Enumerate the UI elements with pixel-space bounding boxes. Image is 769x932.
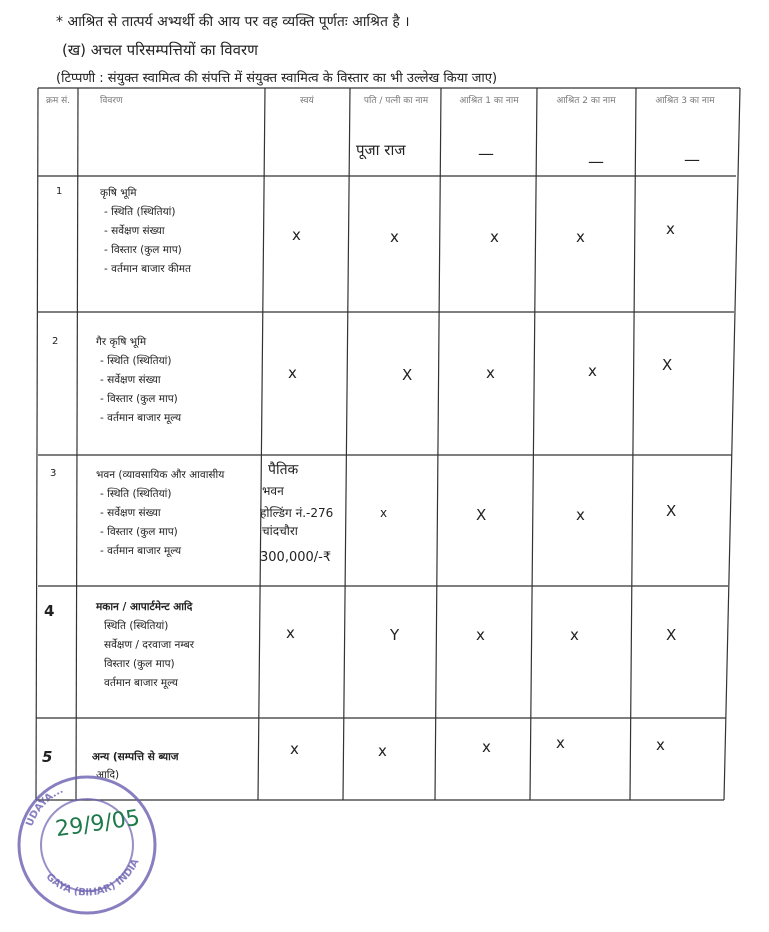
- row-3-self-line: होल्डिंग नं.-276: [260, 506, 334, 520]
- row-1-mark-dep3: x: [666, 220, 675, 238]
- row-5-mark-self: x: [290, 740, 299, 758]
- row-1-item: - वर्तमान बाजार कीमत: [104, 263, 192, 275]
- row-5-mark-dep2: x: [556, 734, 565, 752]
- row-2-title: गैर कृषि भूमि: [96, 336, 147, 348]
- row-3-item: - सर्वेक्षण संख्या: [100, 507, 161, 519]
- row-2-number: 2: [52, 336, 59, 347]
- header-dependent-3: आश्रित 3 का नाम: [655, 96, 715, 106]
- svg-text:UDAYA...: UDAYA...: [24, 784, 66, 829]
- row-3-self-line: भवन: [262, 484, 284, 498]
- spouse-name: पूजा राज: [356, 141, 406, 159]
- row-1-item: - विस्तार (कुल माप): [104, 244, 182, 256]
- row-3-mark-dep2: x: [576, 506, 585, 524]
- row-4-mark-dep3: X: [666, 626, 677, 644]
- row-2-mark-self: x: [288, 364, 297, 382]
- row-4-item: विस्तार (कुल माप): [104, 658, 175, 670]
- row-2-item: - वर्तमान बाजार मूल्य: [100, 412, 182, 424]
- row-3-self-line: 300,000/-₹: [260, 550, 332, 565]
- row-5-title: अन्य (सम्पत्ति से ब्याज: [92, 751, 179, 763]
- header-spouse: पति / पत्नी का नाम: [363, 96, 429, 106]
- row-1-mark-dep2: x: [576, 228, 585, 246]
- row-2-item: - स्थिति (स्थितियां): [100, 355, 172, 367]
- header-self: स्वयं: [300, 96, 314, 106]
- row-3-item: - विस्तार (कुल माप): [100, 526, 178, 538]
- row-5-mark-spouse: x: [378, 742, 387, 760]
- row-1-item: - स्थिति (स्थितियां): [104, 206, 176, 218]
- dependent-1-dash: —: [478, 144, 494, 163]
- dependent-2-dash: —: [588, 152, 604, 171]
- row-3-mark-dep3: X: [666, 502, 677, 520]
- row-4-item: वर्तमान बाजार मूल्य: [104, 677, 179, 689]
- row-5-number: 5: [42, 748, 53, 766]
- row-4-mark-self: x: [286, 624, 295, 642]
- row-5-mark-dep1: x: [482, 738, 491, 756]
- row-1-number: 1: [56, 186, 63, 197]
- section-title: (ख) अचल परिसम्पत्तियों का विवरण: [62, 41, 258, 59]
- row-1-mark-self: x: [292, 226, 301, 244]
- row-3-self-line: चांदचौरा: [262, 524, 298, 538]
- dependent-3-dash: —: [684, 150, 700, 169]
- header-description: विवरण: [100, 96, 123, 106]
- header-serial: क्रम सं.: [45, 96, 71, 106]
- header-dependent-1: आश्रित 1 का नाम: [459, 96, 519, 106]
- header-dependent-2: आश्रित 2 का नाम: [556, 96, 616, 106]
- row-5-item: आदि): [96, 769, 120, 781]
- row-4-title: मकान / आपार्टमेन्ट आदि: [96, 601, 193, 613]
- row-2-item: - सर्वेक्षण संख्या: [100, 374, 161, 386]
- row-4-mark-dep2: x: [570, 626, 579, 644]
- svg-text:GAYA (BIHAR) INDIA: GAYA (BIHAR) INDIA: [43, 857, 142, 899]
- row-4-mark-dep1: x: [476, 626, 485, 644]
- row-1-title: कृषि भूमि: [100, 187, 137, 199]
- row-4-item: स्थिति (स्थितियां): [104, 620, 169, 632]
- row-4-item: सर्वेक्षण / दरवाजा नम्बर: [104, 639, 195, 651]
- row-5-mark-dep3: x: [656, 736, 665, 754]
- row-2-mark-dep1: x: [486, 364, 495, 382]
- row-1-mark-spouse: x: [390, 228, 399, 246]
- row-3-item: - स्थिति (स्थितियां): [100, 488, 172, 500]
- row-3-mark-dep1: X: [476, 506, 487, 524]
- row-3-number: 3: [50, 468, 57, 479]
- row-3-title: भवन (व्यावसायिक और आवासीय: [96, 469, 225, 481]
- row-2-mark-dep3: X: [662, 356, 673, 374]
- svg-text:29/9/05: 29/9/05: [53, 805, 142, 843]
- note-dependent: * आश्रित से तात्पर्य अभ्यर्थी की आय पर वह व्यक्ति पूर्णतः आश्रित है ।: [56, 14, 410, 30]
- row-3-mark-spouse: x: [380, 506, 388, 520]
- row-4-mark-spouse: Y: [390, 626, 400, 644]
- row-4-number: 4: [44, 602, 55, 620]
- official-stamp: [12, 770, 162, 920]
- row-1-mark-dep1: x: [490, 228, 499, 246]
- note-remark: (टिप्पणी : संयुक्त स्वामित्व की संपत्ति में संयुक्त स्वामित्व के विस्तार का भी उल्लेख किया जाए): [56, 71, 498, 86]
- row-3-item: - वर्तमान बाजार मूल्य: [100, 545, 182, 557]
- row-2-item: - विस्तार (कुल माप): [100, 393, 178, 405]
- row-2-mark-spouse: X: [402, 366, 413, 384]
- row-2-mark-dep2: x: [588, 362, 597, 380]
- row-3-self-line: पैतिक: [268, 462, 299, 478]
- row-1-item: - सर्वेक्षण संख्या: [104, 225, 165, 237]
